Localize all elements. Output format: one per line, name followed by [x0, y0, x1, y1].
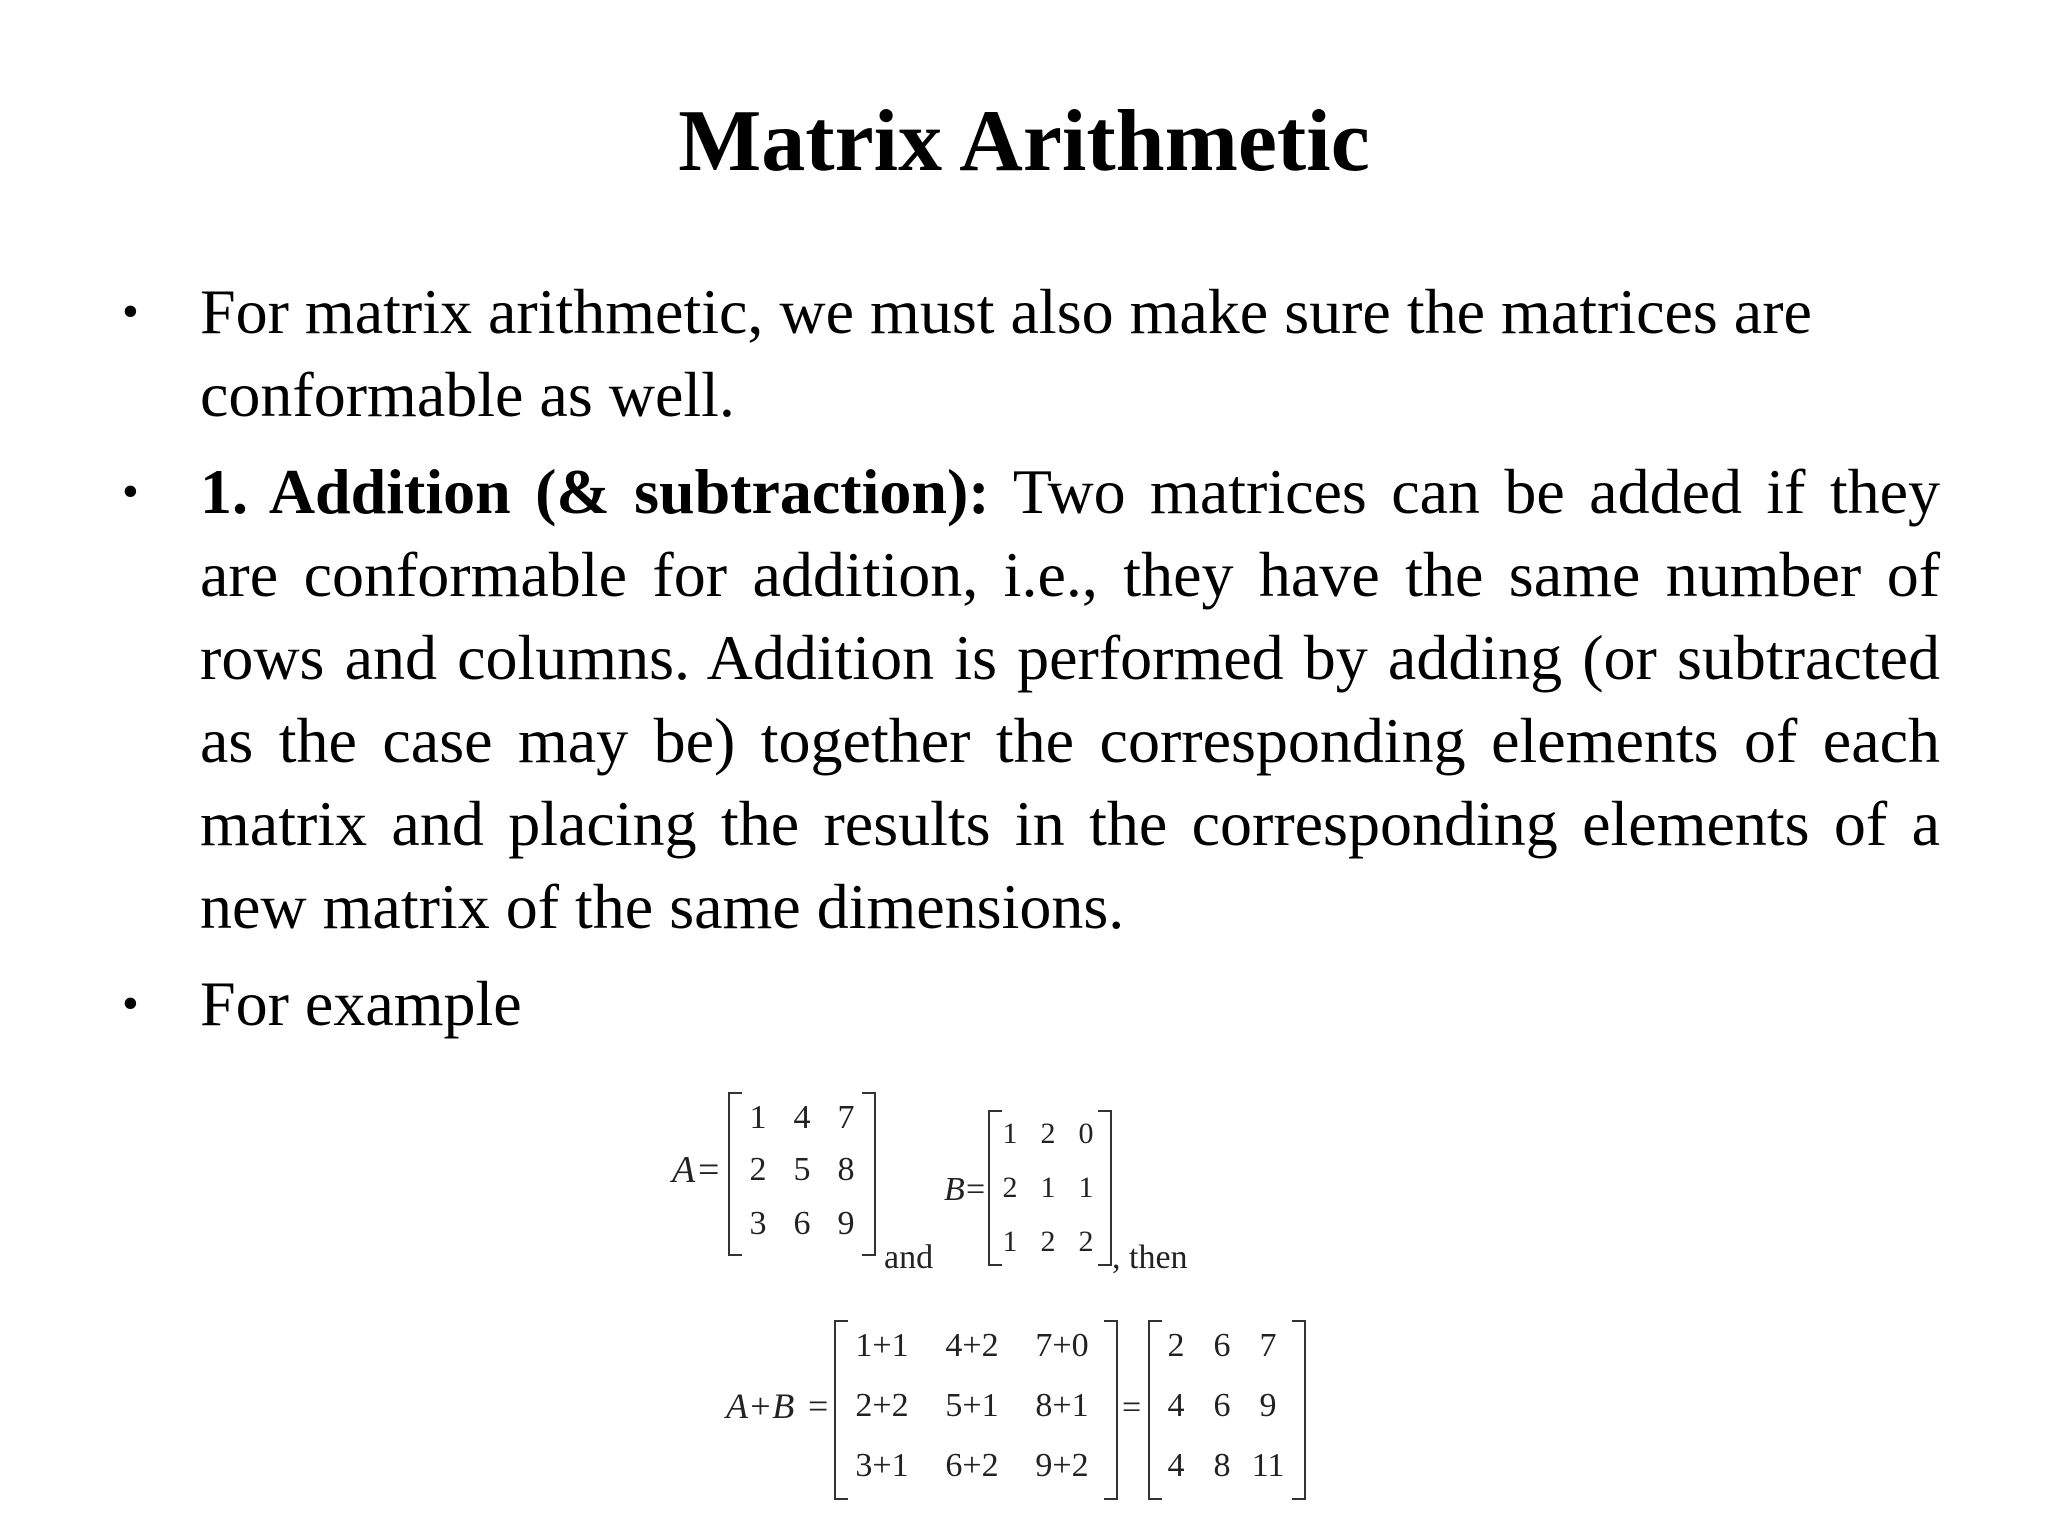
sum-expr-cell: 8+1 [1035, 1387, 1089, 1424]
result-cell: 2 [1167, 1327, 1185, 1364]
result-cell: 4 [1167, 1447, 1185, 1484]
bullet-text: For example [200, 968, 522, 1039]
matrix-b-right-bracket [1098, 1110, 1112, 1266]
sum-expr-cell: 2+2 [855, 1387, 909, 1424]
result-cell: 11 [1251, 1447, 1285, 1484]
sum-equals: = [808, 1386, 829, 1426]
matrix-a-equals: = [698, 1149, 720, 1191]
matrix-a-cell: 2 [749, 1151, 767, 1188]
bullet-marker: • [122, 465, 139, 518]
sum-expr-cell: 7+0 [1035, 1327, 1089, 1364]
matrix-b-cell: 1 [1078, 1171, 1094, 1204]
matrix-b-cell: 2 [1040, 1117, 1056, 1150]
sum-expr-right-bracket [1104, 1320, 1118, 1500]
result-cell: 8 [1213, 1447, 1231, 1484]
result-equals: = [1122, 1389, 1142, 1426]
matrix-a-cell: 9 [837, 1205, 855, 1242]
matrix-b-cell: 2 [1078, 1225, 1094, 1258]
result-cell: 6 [1213, 1327, 1231, 1364]
result-right-bracket [1292, 1320, 1306, 1500]
result-left-bracket [1148, 1320, 1162, 1500]
matrix-a-cell: 6 [793, 1205, 811, 1242]
matrix-a-left-bracket [728, 1092, 742, 1256]
matrix-b-cell: 0 [1078, 1117, 1094, 1150]
result-cell: 7 [1259, 1327, 1277, 1364]
bullet-item-addition [122, 450, 1941, 948]
matrix-a-cell: 7 [837, 1099, 855, 1136]
bullet-item-example [122, 962, 1940, 1045]
bullet-text: Two matrices can be added if they are conformable for addition, i.e., they have the same number of rows and columns. Addition is performed by adding (or subtracted as the case may be) together the corresponding elements of each matrix and placing the results in the corresponding elements of a new matrix of the same dimensions. [200, 456, 1941, 942]
matrix-a-cell: 3 [749, 1205, 767, 1242]
matrix-a-cell: 4 [793, 1099, 811, 1136]
matrix-b-label: B [944, 1171, 965, 1208]
then-text: , then [1112, 1239, 1188, 1276]
bullet-item-conformable [122, 270, 1940, 436]
matrix-b-cell: 2 [1040, 1225, 1056, 1258]
matrix-b-cell: 2 [1002, 1171, 1018, 1204]
sum-expr-cell: 1+1 [855, 1327, 909, 1364]
matrix-b-cell: 1 [1002, 1117, 1018, 1150]
slide-title: Matrix Arithmetic [678, 93, 1370, 190]
sum-expr-cell: 6+2 [945, 1447, 999, 1484]
matrix-a-cell: 1 [749, 1099, 767, 1136]
sum-expr-cell: 5+1 [945, 1387, 999, 1424]
matrix-b-cell: 1 [1040, 1171, 1056, 1204]
sum-expr-left-bracket [834, 1320, 848, 1500]
sum-expr-cell: 4+2 [945, 1327, 999, 1364]
bullet-text: For matrix arithmetic, we must also make sure the matrices are conformable as well. [200, 276, 1812, 430]
bullet-list [122, 270, 1941, 1059]
matrix-b-left-bracket [988, 1110, 1002, 1266]
matrix-b-cell: 1 [1002, 1225, 1018, 1258]
bullet-marker: • [122, 977, 139, 1030]
and-text: and [884, 1239, 934, 1276]
sum-expr-cell: 3+1 [855, 1447, 909, 1484]
matrix-a-label: A [672, 1149, 696, 1191]
matrix-a-cell: 5 [793, 1151, 811, 1188]
matrix-a-right-bracket [862, 1092, 876, 1256]
matrix-b-equals: = [966, 1171, 986, 1208]
bullet-bold-lead: 1. Addition (& subtraction): [200, 456, 990, 527]
matrix-a-cell: 8 [837, 1151, 855, 1188]
result-cell: 9 [1259, 1387, 1277, 1424]
bullet-marker: • [122, 285, 139, 338]
sum-label: A+B [726, 1386, 795, 1426]
sum-expr-cell: 9+2 [1035, 1447, 1089, 1484]
result-cell: 4 [1167, 1387, 1185, 1424]
result-cell: 6 [1213, 1387, 1231, 1424]
